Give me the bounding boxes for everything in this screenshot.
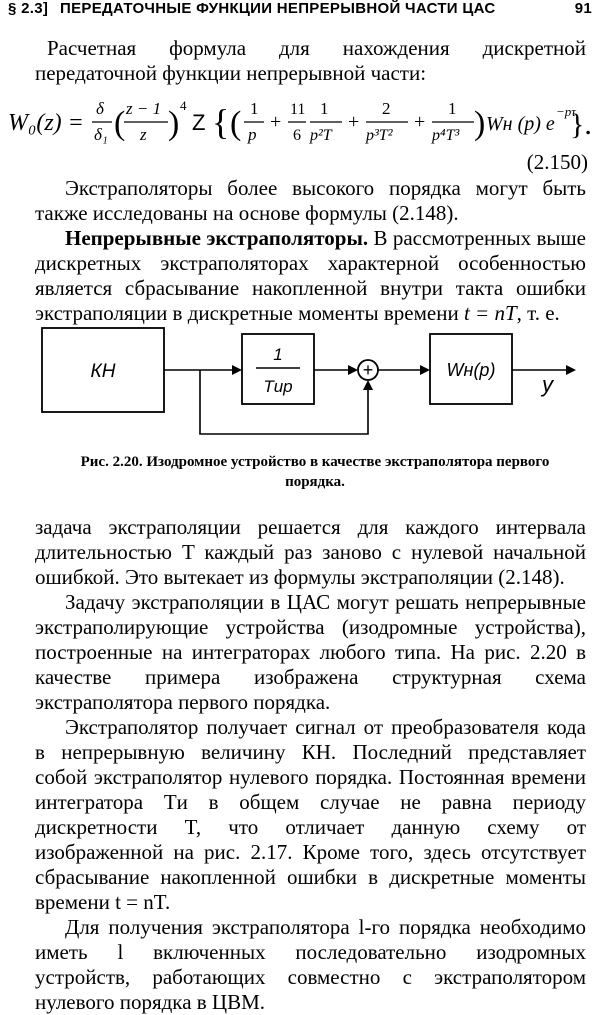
formula-t1-den: p — [248, 125, 257, 144]
arrowhead-feedback — [363, 380, 373, 390]
formula-frac-den: z — [140, 125, 147, 144]
output-y: y — [542, 372, 553, 397]
paragraph-isodrome: Задачу экстраполяции в ЦАС могут решать непрерывные экстраполирующие устройства (изодромные устройства), построенные на интеграторах любого типа. На рис. 2.20 в качестве примера изображена структурная схема экстраполятора первого порядка. — [35, 590, 586, 714]
paragraphs-lower — [35, 515, 586, 1015]
paragraph-formula-intro: Расчетная формула для нахождения дискретной передаточной функции непрерывной части: — [35, 36, 586, 85]
figure-caption-text: Изодромное устройство в качестве экстраполятора первого порядка. — [146, 454, 550, 490]
formula-t2-coef-num: 11 — [290, 101, 306, 118]
paragraph-interval: задача экстраполяции решается для каждого интервала длительностью T каждый раз заново с нулевой начальной ошибкой. Это вытекает из формулы экстраполяции (2.148). — [35, 515, 586, 589]
page-header — [8, 0, 592, 22]
formula-exponent: −pτ — [556, 104, 576, 119]
formula-delta-den: δ₁ — [94, 125, 108, 144]
paragraph-continuous-text: В рассмотренных выше дискретных экстраполяторах характерной особенностью является сбрасывание накопленной внутри такта ошибки экстраполяции в дискретные моменты времени — [35, 226, 587, 325]
section-number: § 2.3] — [8, 0, 49, 17]
formula-2-150 — [8, 94, 592, 150]
paragraph-continuous-extrapolators — [35, 226, 586, 326]
integrator-den: Tиp — [263, 377, 293, 396]
running-title: ПЕРЕДАТОЧНЫЕ ФУНКЦИИ НЕПРЕРЫВНОЙ ЧАСТИ ЦАС — [60, 0, 496, 17]
formula-t3-den: p³T² — [366, 127, 393, 144]
arrowhead-1 — [232, 365, 242, 375]
paragraphs-extrapolators — [35, 176, 586, 326]
block-kn-label: КН — [90, 361, 116, 382]
formula-brace-open: { — [212, 102, 230, 142]
formula-plus-2: + — [348, 111, 360, 133]
block-wn-label: Wн(p) — [446, 360, 496, 380]
sum-sign: + — [362, 360, 374, 380]
paragraph-continuous-end: , т. е. — [516, 301, 560, 325]
figure-label: Рис. 2.20. — [80, 454, 143, 470]
equation-number: (2.150) — [526, 150, 588, 174]
formula-t1-num: 1 — [250, 99, 259, 118]
paragraph-extrapolator-signal: Экстраполятор получает сигнал от преобразователя кода в непрерывную величину КН. Последний представляет собой экстраполятор нулевого порядка. Постоянная времени интегратора Tи в общем случае не равна периоду дискретности T, что отличает данную схему от изображенной на рис. 2.17. Кроме того, здесь отсутствует сбрасывание накопленной ошибки в дискретные моменты времени t = nT. — [35, 715, 586, 914]
formula-lhs: W₀(z) = — [8, 110, 84, 136]
arrowhead-3 — [420, 365, 430, 375]
formula-z-transform: Z — [192, 110, 206, 135]
paragraph-l-order: Для получения экстраполятора l-го порядка необходимо иметь l включенных последовательно изодромных устройств, работающих совместно с экстраполятором нулевого порядка в ЦВМ. — [35, 915, 586, 1014]
formula-paren2-close: ) — [474, 105, 486, 142]
formula-t2-coef-den: 6 — [293, 127, 301, 144]
formula-t2-num: 1 — [320, 99, 329, 118]
formula-end: }. — [570, 108, 592, 141]
paragraph-heading: Непрерывные экстраполяторы. — [65, 226, 369, 250]
arrowhead-2 — [348, 365, 358, 375]
formula-t4-den: p⁴T³ — [432, 127, 460, 144]
formula-delta-num: δ — [96, 99, 104, 118]
figure-2-20-diagram — [30, 320, 590, 450]
formula-power: 4 — [180, 98, 187, 113]
formula-paren2-open: ( — [230, 105, 242, 142]
page-number: 91 — [574, 0, 592, 17]
formula-frac-num: z − 1 — [126, 99, 162, 118]
formula-paren-open: ( — [114, 105, 126, 142]
integrator-num: 1 — [273, 345, 283, 364]
figure-caption — [70, 452, 560, 492]
formula-plus-3: + — [414, 111, 426, 133]
arrowhead-4 — [566, 365, 576, 375]
formula-t2-den: p²T — [310, 127, 332, 144]
formula-paren-close: ) — [168, 105, 180, 142]
inline-math-t-nT: t = nT — [463, 301, 517, 325]
formula-t3-num: 2 — [382, 99, 391, 118]
formula-t4-num: 1 — [448, 99, 457, 118]
paragraph-higher-order: Экстраполяторы более высокого порядка могут быть также исследованы на основе формулы (2.148). — [35, 176, 586, 225]
formula-plus-1: + — [270, 111, 282, 133]
formula-wn: Wн (p) e — [486, 113, 555, 135]
